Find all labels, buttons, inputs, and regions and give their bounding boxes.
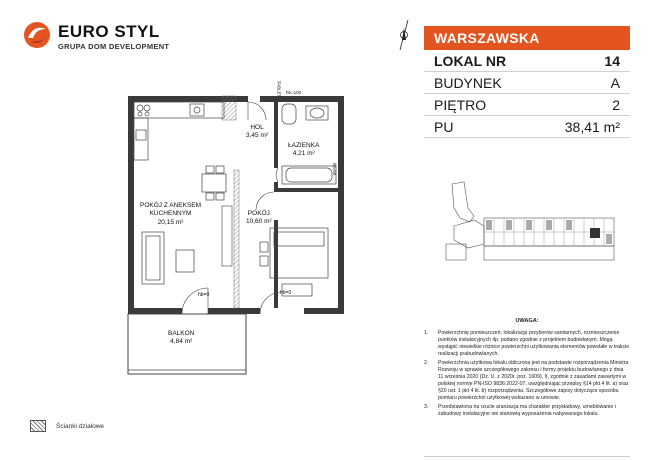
window-height-mark: hb=60 [332, 162, 338, 176]
info-label: PIĘTRO [434, 96, 487, 113]
investment-name: WARSZAWSKA [424, 26, 630, 50]
room-name-line2: KUCHENNYM [149, 210, 192, 218]
legend-label: Ścianki działowe [56, 422, 105, 430]
notes-section [424, 318, 630, 420]
room-name: POKÓJ [247, 210, 270, 217]
logo [22, 18, 172, 54]
door-height-mark: hb=0 [280, 290, 292, 296]
note-text: Powierzchnię pomieszczeń, lokalizację przyborów sanitarnych, rozmieszczenie punktów instalacyjnych itp. podano zgodnie z projektem budowlanym. Mogą wystąpić niewielkie różnice powierzchni użytkowania elementów powstałe w trakcie realizacji prabudowlanych. [438, 329, 630, 357]
partition-wall-swatch [30, 420, 46, 432]
unit-info-panel [424, 26, 630, 138]
notes-title: UWAGA: [515, 318, 539, 324]
room-name: ŁAZIENKA [288, 142, 320, 149]
info-value: 2 [612, 96, 620, 113]
info-value: 38,41 m² [564, 118, 620, 135]
logo-name: EURO STYL [58, 22, 160, 41]
panel-bottom-divider [424, 456, 630, 457]
info-row-unit-number [424, 50, 630, 72]
room-pokoj [246, 210, 272, 227]
note-number: 2. [424, 359, 429, 366]
info-row-building [424, 72, 630, 94]
room-area: 10,60 m² [246, 218, 272, 226]
floor-plan [110, 70, 370, 390]
room-name: HOL [250, 124, 264, 131]
legend [30, 420, 104, 432]
room-area: 4,84 m² [170, 338, 193, 346]
info-row-floor [424, 94, 630, 116]
info-value: 14 [604, 52, 620, 69]
info-label: LOKAL NR [434, 52, 507, 69]
room-living-kitchen [140, 202, 201, 227]
note-number: 3. [424, 403, 429, 410]
euro-styl-logo-icon [22, 20, 52, 50]
north-arrow-icon [392, 18, 416, 52]
note-item [424, 404, 630, 418]
window-height-mark: hb=100 [286, 90, 302, 95]
room-hol [246, 124, 268, 141]
note-number: 1. [424, 329, 429, 336]
room-balkon [168, 330, 194, 347]
info-row-area [424, 116, 630, 138]
tablet-mark: TABLET [276, 80, 282, 98]
logo-subtitle: GRUPA DOM DEVELOPMENT [58, 42, 170, 51]
note-item [424, 360, 630, 402]
partition-wall [234, 170, 239, 308]
info-value: A [610, 74, 620, 91]
room-area: 20,15 m² [157, 218, 184, 226]
room-name: BALKON [168, 330, 195, 337]
floor-plan-drawing [110, 70, 370, 390]
room-name-line1: POKÓJ Z ANEKSEM [140, 202, 202, 209]
note-item [424, 330, 630, 358]
door-height-mark: hb=0 [198, 292, 210, 298]
note-text: Powierzchnia użytkowa lokalu obliczona jest na podstawie rozporządzenia Ministra Rozwoju w sprawie szczegółowego zakresu i formy projektu budowlanego z dnia 11 września 2020 (Dz. U. z 2020r. poz. 1609), §, zgodnie z zasadami zawartymi w polskiej normie PN-ISO 9836:2022-07, uwzględniając przepisy §14 pkt 4 lit. a) oraz §20 ust. 1 pkt 4 lit. b) rozporządzenia. Szczegółowe zapisy dotyczące sposobu pomiaru powierzchni użytkowej wskazano w umowie. [438, 359, 629, 401]
room-area: 4,21 m² [292, 150, 315, 158]
room-lazienka [288, 142, 319, 159]
note-text: Przedstawiona na rzucie aranżacja ma charakter przykładowy, umeblowanie i zabudowy instalacyjne nie stanowią wyposażenia nabywanego lokalu. [438, 403, 616, 417]
room-area: 3,45 m² [246, 132, 269, 140]
building-key-plan [424, 178, 630, 270]
info-label: PU [434, 118, 454, 135]
info-label: BUDYNEK [434, 74, 502, 91]
